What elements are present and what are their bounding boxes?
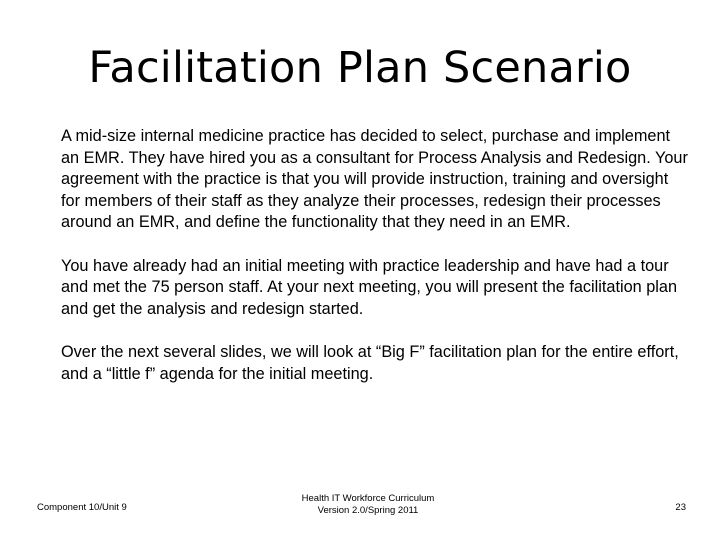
- body-paragraph-3: Over the next several slides, we will look at “Big F” facilitation plan for the entire effort, and a “little f” agenda for the initial meeting.: [61, 342, 679, 383]
- footer-curriculum-title: Health IT Workforce Curriculum: [301, 493, 435, 504]
- footer-component-label: Component 10/Unit 9: [37, 502, 127, 513]
- body-paragraph-1: A mid-size internal medicine practice has decided to select, purchase and implement an EMR. They have hired you as a consultant for Process Analysis and Redesign. Your agreement with the practice is that you will provide instruction, training and oversight for members of their staff as they analyze their processes, redesign their processes around an EMR, and define the functionality that they need in an EMR.: [61, 127, 688, 232]
- slide-title: Facilitation Plan Scenario: [88, 43, 632, 93]
- page-number: 23: [675, 502, 686, 513]
- slide-body: [61, 126, 691, 407]
- footer-curriculum-info: [250, 493, 486, 517]
- footer-version: Version 2.0/Spring 2011: [317, 505, 419, 516]
- body-paragraph-2: You have already had an initial meeting with practice leadership and have had a tour and met the 75 person staff. At your next meeting, you will present the facilitation plan and get the analysis and redesign started.: [61, 256, 678, 318]
